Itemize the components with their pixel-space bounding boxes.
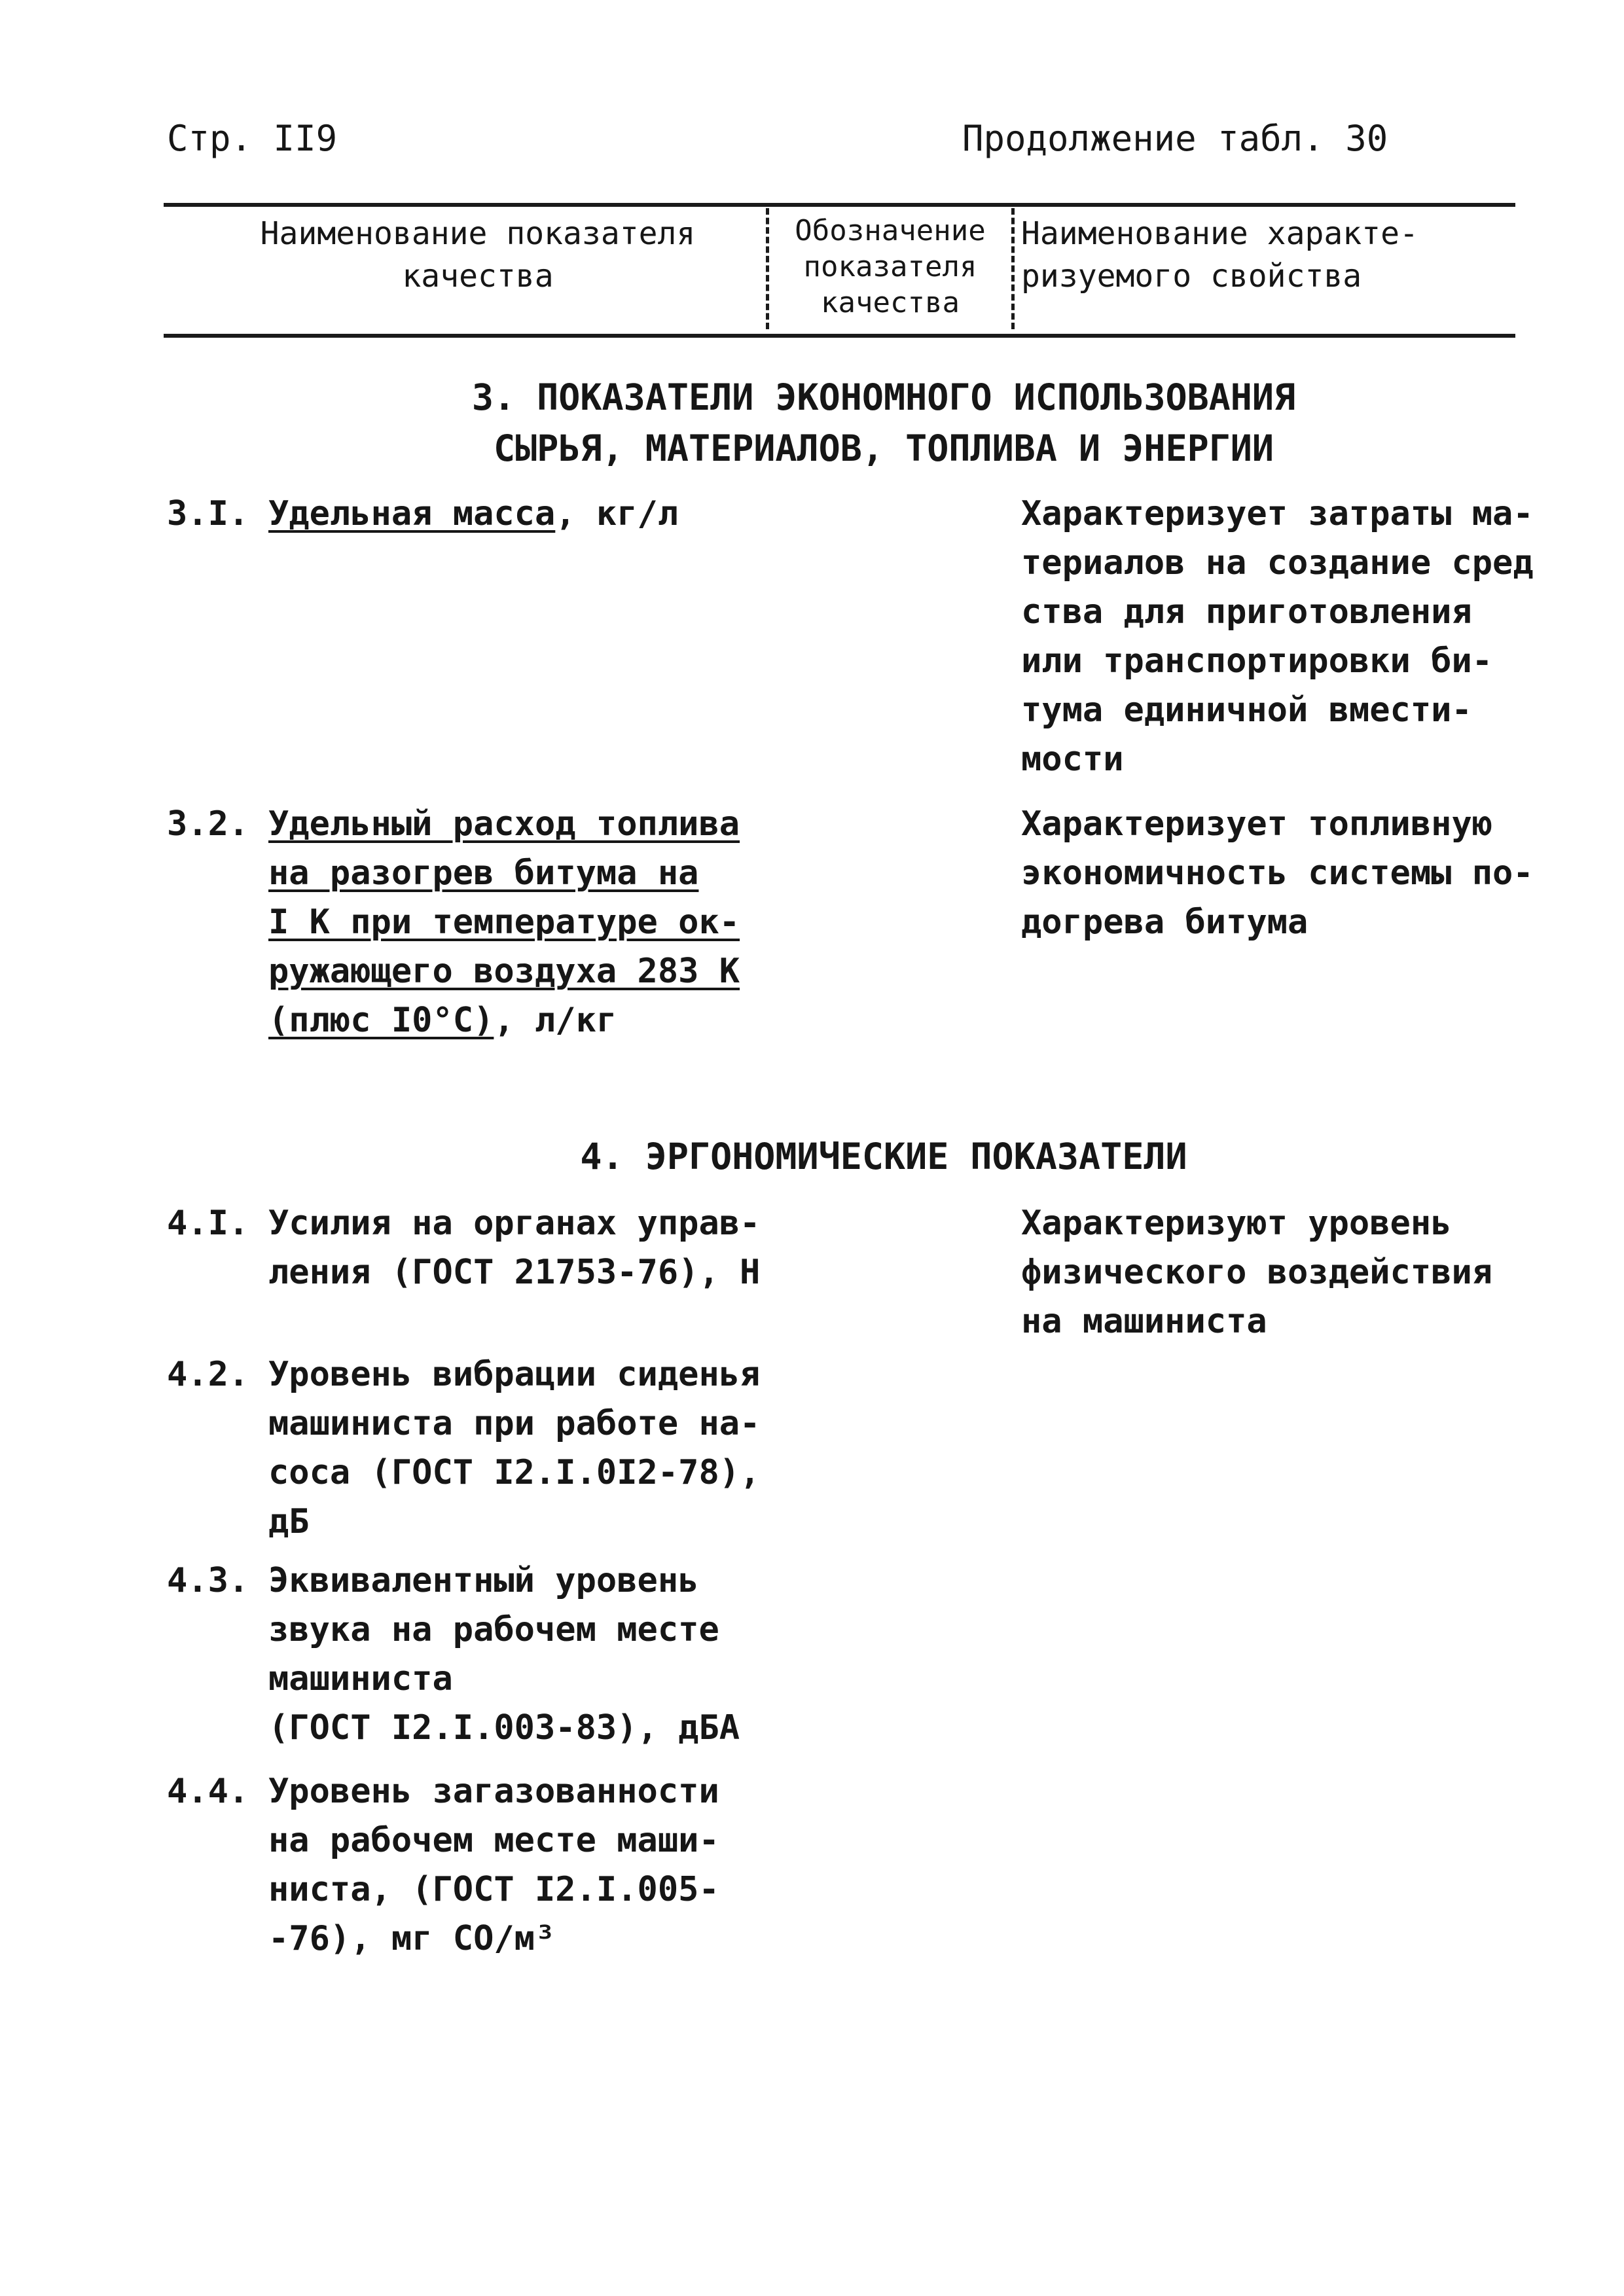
column-separator <box>766 208 769 329</box>
table-header-bottom-rule <box>164 334 1515 338</box>
indicator-name-line: ружающего воздуха 283 К <box>268 952 740 991</box>
column-separator <box>1011 208 1015 329</box>
indicator-unit: , кг/л <box>555 494 679 533</box>
indicator-name-underlined: (плюс I0°С) <box>268 1001 494 1040</box>
item-number: 3.2. <box>167 804 249 844</box>
item-number: 4.I. <box>167 1204 249 1243</box>
section-3-title-line2: СЫРЬЯ, МАТЕРИАЛОВ, ТОПЛИВА И ЭНЕРГИИ <box>493 427 1274 469</box>
indicator-name: Эквивалентный уровень звука на рабочем месте машиниста (ГОСТ I2.I.003-83), дБА <box>268 1561 740 1748</box>
property-description: Характеризуют уровень физического воздействия на машиниста <box>1021 1204 1493 1341</box>
column-header-designation: Обозначение показателя качества <box>795 214 986 319</box>
item-number: 4.4. <box>167 1772 249 1811</box>
indicator-name <box>268 490 792 539</box>
property-description: Характеризует затраты ма- териалов на создание сред ства для приготовления или транспортировки би- тума единичной вмести- мости <box>1021 494 1534 779</box>
indicator-name-line <box>268 996 792 1045</box>
indicator-unit: , л/кг <box>494 1001 617 1040</box>
indicator-name: Уровень вибрации сиденья машиниста при работе на- соса (ГОСТ I2.I.0I2-78), дБ <box>268 1355 761 1541</box>
section-3-title-line1: 3. ПОКАЗАТЕЛИ ЭКОНОМНОГО ИСПОЛЬЗОВАНИЯ <box>471 376 1296 418</box>
indicator-name-line: на разогрев битума на <box>268 853 699 893</box>
table-top-rule <box>164 203 1515 207</box>
page-number: Стр. II9 <box>167 118 338 159</box>
indicator-name: Уровень загазованности на рабочем месте маши- ниста, (ГОСТ I2.I.005- -76), мг CO/м³ <box>268 1772 719 1958</box>
indicator-name-line: I К при температуре ок- <box>268 903 740 942</box>
table-continuation-label: Продолжение табл. 30 <box>962 118 1388 159</box>
item-number: 4.3. <box>167 1561 249 1600</box>
indicator-name: Усилия на органах управ- ления (ГОСТ 21753-76), Н <box>268 1204 761 1292</box>
item-number: 4.2. <box>167 1355 249 1394</box>
property-description: Характеризует топливную экономичность системы по- догрева битума <box>1021 804 1534 942</box>
item-number: 3.I. <box>167 494 249 533</box>
section-4-title: 4. ЭРГОНОМИЧЕСКИЕ ПОКАЗАТЕЛИ <box>580 1136 1187 1177</box>
indicator-name <box>268 800 792 1045</box>
column-header-property: Наименование характе- ризуемого свойства <box>1021 215 1418 295</box>
indicator-name-line: Удельный расход топлива <box>268 804 740 844</box>
indicator-name-underlined: Удельная масса <box>268 494 556 533</box>
column-header-indicator-name: Наименование показателя качества <box>260 215 696 295</box>
